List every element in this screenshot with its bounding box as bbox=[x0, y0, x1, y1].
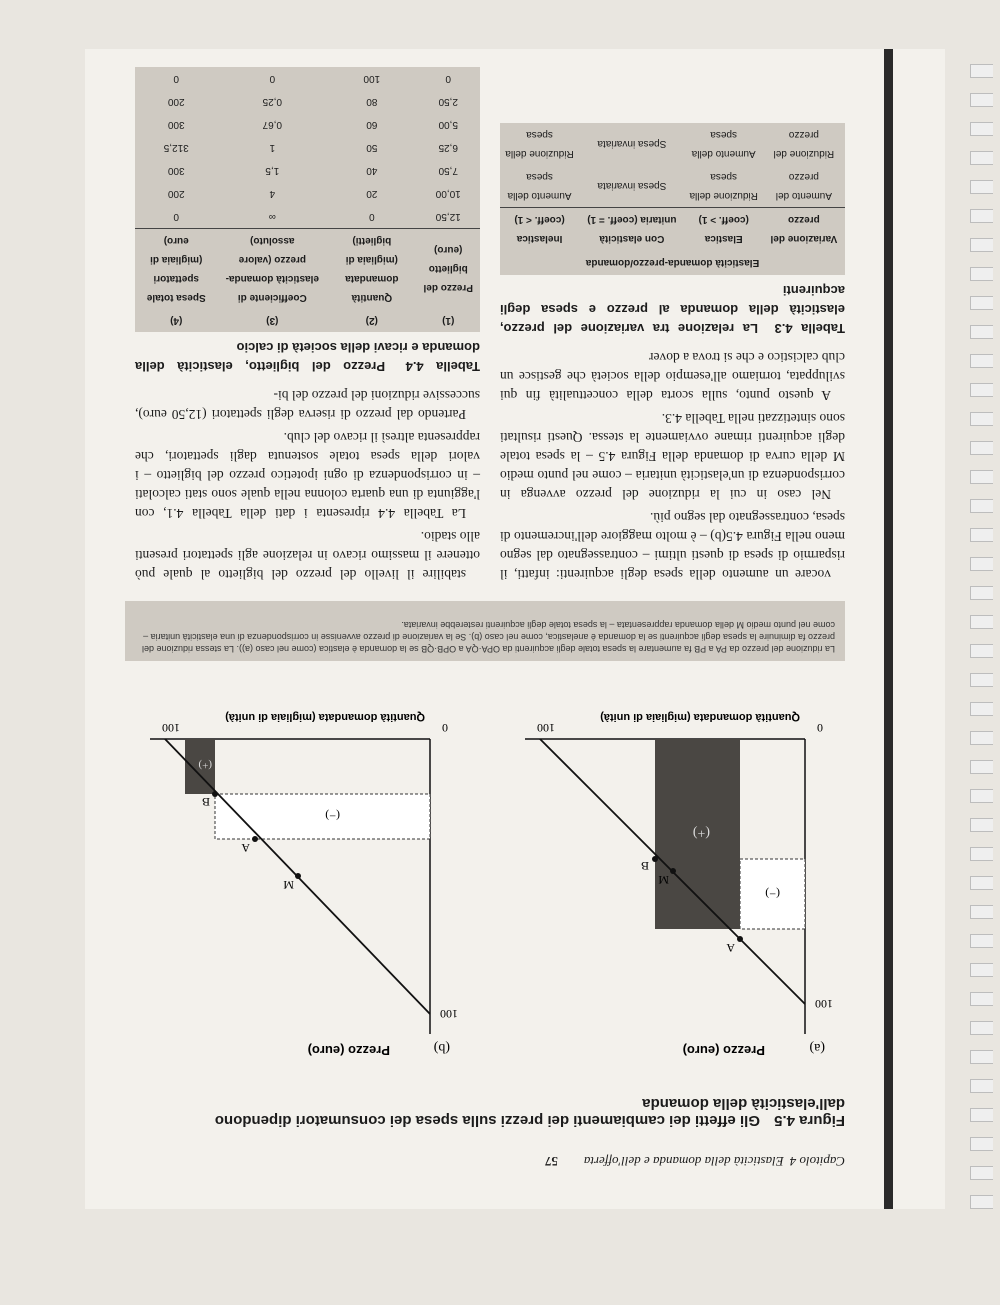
index-tab bbox=[970, 760, 993, 774]
index-tabs bbox=[967, 9, 993, 1209]
panel-a-y-axis: Prezzo (euro) bbox=[682, 1043, 765, 1058]
index-tab bbox=[970, 470, 993, 484]
panel-b-label: (b) bbox=[433, 1040, 450, 1055]
index-tab bbox=[970, 151, 993, 165]
table44-header: Coefficiente di elasticità domanda-prezzo (valore assoluto) bbox=[217, 229, 327, 310]
table43-cell: Riduzione della spesa bbox=[689, 171, 758, 201]
paragraph: A questo punto, sulla scorta della concettualità fin qui sviluppata, torniamo all'esempio della società che gestisce un club calcistico e che si trova a dover bbox=[500, 350, 845, 403]
index-tab bbox=[970, 238, 993, 252]
index-tab bbox=[970, 499, 993, 513]
index-tab bbox=[970, 209, 993, 223]
index-tab bbox=[970, 557, 993, 571]
index-tab bbox=[970, 789, 993, 803]
table44-cell: 300 bbox=[167, 119, 185, 130]
table44-body bbox=[135, 67, 480, 229]
header-title: Elasticità della domanda e dell'offerta bbox=[583, 1154, 784, 1169]
table44-col-number: (1) bbox=[442, 315, 455, 326]
panel-b-origin: 0 bbox=[442, 721, 448, 735]
panel-a-origin: 0 bbox=[817, 721, 823, 735]
table44-cell: 5,00 bbox=[438, 119, 458, 130]
index-tab bbox=[970, 1195, 993, 1209]
panel-b-point-m-label: M bbox=[283, 878, 294, 892]
index-tab bbox=[970, 296, 993, 310]
panel-a-x-axis: Quantità domandata (migliaia di unità) bbox=[600, 711, 800, 723]
table44 bbox=[135, 67, 480, 332]
panel-b-point-b-label: B bbox=[201, 795, 210, 809]
text-column-right bbox=[135, 67, 480, 584]
table44-title-text: Prezzo del biglietto, elasticità della domanda e ricavi della società di calcio bbox=[135, 340, 480, 374]
panel-b-plus: (+) bbox=[198, 759, 212, 771]
table44-col-number: (4) bbox=[170, 315, 183, 326]
table44-cell: 0,67 bbox=[262, 119, 283, 130]
index-tab bbox=[970, 963, 993, 977]
table-row bbox=[135, 90, 480, 113]
table44-header: Prezzo del biglietto (euro) bbox=[416, 229, 480, 310]
paragraph: Nel caso in cui la riduzione del prezzo avvenga in corrispondenza di un'elasticità unitaria – come nel punto medio M della curva di domanda della Figura 4.5 – la spesa totale degli acquirenti rimane ovviamente la stessa. Questi risultati sono sintetizzati nella Tabella 4.3. bbox=[500, 411, 845, 502]
panel-a-point-m bbox=[670, 868, 676, 874]
index-tab bbox=[970, 586, 993, 600]
table-row bbox=[135, 182, 480, 205]
table-row bbox=[135, 136, 480, 159]
table44-cell: 200 bbox=[167, 188, 185, 199]
table44-cell: 50 bbox=[366, 142, 378, 153]
table44-cell: 0 bbox=[173, 211, 180, 222]
table43-header: Variazione del prezzo bbox=[763, 208, 845, 251]
table44-cell: ∞ bbox=[268, 211, 276, 222]
table44-col-number: (2) bbox=[365, 315, 378, 326]
panel-b-point-m bbox=[295, 873, 301, 879]
table44-cell: 4 bbox=[269, 188, 276, 199]
index-tab bbox=[970, 847, 993, 861]
index-tab bbox=[970, 702, 993, 716]
index-tab bbox=[970, 1021, 993, 1035]
table43-header: Elastica (coeff. > 1) bbox=[685, 208, 763, 251]
table44-cell: 10,00 bbox=[435, 188, 461, 199]
book-page bbox=[85, 49, 945, 1209]
chart-panel-a bbox=[500, 674, 845, 1074]
panel-b-y-axis: Prezzo (euro) bbox=[307, 1043, 390, 1058]
index-tab bbox=[970, 64, 993, 78]
table-row bbox=[135, 205, 480, 229]
index-tab bbox=[970, 644, 993, 658]
panel-a-minus: (−) bbox=[765, 887, 780, 901]
panel-a-point-a-label: A bbox=[726, 941, 735, 955]
figure-title bbox=[125, 1095, 845, 1129]
panel-a-point-b bbox=[652, 856, 658, 862]
figure-label: Figura 4.5 bbox=[774, 1112, 845, 1129]
paragraph: stabilire il livello del prezzo del biglietto al quale può ottenere il massimo ricavo in relazione agli spettatori presenti allo stadio. bbox=[135, 529, 480, 582]
table43-label: Tabella 4.3 bbox=[774, 321, 845, 336]
index-tab bbox=[970, 876, 993, 890]
index-tab bbox=[970, 122, 993, 136]
table44-header: Spesa totale spettatori (migliaia di euro) bbox=[135, 229, 217, 310]
table43-cell: Riduzione della spesa bbox=[505, 129, 574, 159]
index-tab bbox=[970, 441, 993, 455]
chart-b-svg bbox=[125, 674, 470, 1074]
table44-cell: 0,25 bbox=[262, 96, 283, 107]
paragraph: La Tabella 4.4 ripresenta i dati della Tabella 4.1, con l'aggiunta di una quarta colonna nella quale sono stati calcolati – in corrispondenza di ogni ipotetico prezzo del biglietto – i valori della spesa totale sostenuta dagli spettatori, che rappresenta altresì il ricavo del club. bbox=[135, 430, 480, 521]
table43-title-text: La relazione tra variazione del prezzo, elasticità della domanda al prezzo e spesa degli acquirenti bbox=[500, 283, 845, 336]
index-tab bbox=[970, 615, 993, 629]
panel-b-x-axis: Quantità domandata (migliaia di unità) bbox=[225, 711, 425, 723]
index-tab bbox=[970, 905, 993, 919]
panel-b-x-max: 100 bbox=[162, 721, 180, 735]
chart-a-svg bbox=[500, 674, 845, 1074]
table43-header: Inelastica (coeff. < 1) bbox=[500, 208, 579, 251]
index-tab bbox=[970, 934, 993, 948]
table44-cell: 2,50 bbox=[438, 96, 458, 107]
table43 bbox=[500, 123, 845, 275]
index-tab bbox=[970, 528, 993, 542]
index-tab bbox=[970, 412, 993, 426]
index-tab bbox=[970, 267, 993, 281]
table43-banner: Elasticità domanda-prezzo/domanda bbox=[500, 250, 845, 275]
table43-cell: Aumento della spesa bbox=[691, 129, 756, 159]
text-column-left bbox=[500, 123, 845, 584]
index-tab bbox=[970, 818, 993, 832]
panel-b-point-b bbox=[212, 791, 218, 797]
table44-cell: 0 bbox=[269, 73, 276, 84]
table44-cell: 80 bbox=[366, 96, 378, 107]
index-tab bbox=[970, 992, 993, 1006]
panel-a-point-a bbox=[737, 936, 743, 942]
figure-title-text: Gli effetti dei cambiamenti dei prezzi sulla spesa dei consumatori dipendono dall'elasticità della domanda bbox=[214, 1095, 845, 1129]
table44-cell: 40 bbox=[366, 165, 378, 176]
chart-panel-b bbox=[125, 674, 470, 1074]
panel-b-point-a-label: A bbox=[241, 841, 250, 855]
panel-a-point-m-label: M bbox=[658, 873, 669, 887]
header-chapter: Capitolo 4 bbox=[789, 1154, 845, 1169]
panel-b-minus: (−) bbox=[325, 809, 340, 823]
panel-b-y-max: 100 bbox=[440, 1007, 458, 1021]
figure-caption: La riduzione del prezzo da PA a PB fa aumentare la spesa totale degli acquirenti da OPA·QA a OPB·QB se la domanda è elastica (come nel caso (a)). La stessa riduzione del prezzo fa diminuire la spesa degli acquirenti se la domanda è anelastica, come nel caso (b). Se la variazione di prezzo avvenisse in corrispondenza di una elasticità unitaria – come nel punto medio M della domanda rappresentata – la spesa totale degli acquirenti resterebbe invariata. bbox=[125, 601, 845, 661]
table-row bbox=[500, 123, 845, 165]
index-tab bbox=[970, 93, 993, 107]
figure-charts bbox=[125, 674, 845, 1074]
table43-cell: Aumento del prezzo bbox=[775, 171, 832, 201]
table44-cell: 60 bbox=[366, 119, 378, 130]
table43-cell: Spesa invariata bbox=[597, 180, 667, 192]
index-tab bbox=[970, 354, 993, 368]
panel-a-label: (a) bbox=[809, 1040, 825, 1055]
index-tab bbox=[970, 1050, 993, 1064]
table-row bbox=[135, 159, 480, 182]
index-tab bbox=[970, 1079, 993, 1093]
table-row bbox=[135, 67, 480, 90]
table-row bbox=[500, 165, 845, 208]
table43-cell: Spesa invariata bbox=[597, 138, 667, 150]
index-tab bbox=[970, 325, 993, 339]
table44-cell: 1 bbox=[269, 142, 276, 153]
index-tab bbox=[970, 1137, 993, 1151]
table44-cell: 312,5 bbox=[163, 142, 189, 153]
table44-cell: 12,50 bbox=[435, 211, 461, 222]
index-tab bbox=[970, 731, 993, 745]
panel-a-x-max: 100 bbox=[537, 721, 555, 735]
index-tab bbox=[970, 180, 993, 194]
panel-a-y-max: 100 bbox=[815, 997, 833, 1011]
table44-cell: 0 bbox=[173, 73, 180, 84]
table44-label: Tabella 4.4 bbox=[405, 359, 480, 374]
table43-title bbox=[500, 281, 845, 338]
table44-col-number: (3) bbox=[266, 315, 279, 326]
table-row bbox=[135, 113, 480, 136]
table44-cell: 1,5 bbox=[265, 165, 280, 176]
table43-header: Con elasticità unitaria (coeff. = 1) bbox=[579, 208, 685, 251]
table44-header: Quantità domandata (migliaia di biglietti) bbox=[327, 229, 416, 310]
index-tab bbox=[970, 1166, 993, 1180]
table43-cell: Aumento della spesa bbox=[507, 171, 572, 201]
paragraph: Partendo dal prezzo di riserva degli spettatori (12,50 euro), successive riduzioni del prezzo del bi- bbox=[135, 388, 480, 422]
paragraph: vocare un aumento della spesa degli acquirenti: infatti, il risparmio di spesa di questi ultimi – contrassegnato dal segno meno nella Figura 4.5(b) – è molto maggiore dell'incremento di spesa, contrassegnato dal segno più. bbox=[500, 510, 845, 582]
table43-cell: Riduzione del prezzo bbox=[773, 129, 835, 159]
running-header bbox=[145, 1153, 845, 1169]
page-number: 57 bbox=[544, 1154, 558, 1169]
panel-b-minus-region bbox=[215, 794, 430, 839]
table44-cell: 0 bbox=[369, 211, 375, 222]
binding-spine bbox=[884, 49, 893, 1209]
panel-a-plus: (+) bbox=[692, 825, 710, 840]
index-tab bbox=[970, 673, 993, 687]
table44-cell: 200 bbox=[167, 96, 185, 107]
table44-title bbox=[135, 338, 480, 376]
table44-cell: 6,25 bbox=[438, 142, 458, 153]
panel-b-point-a bbox=[252, 836, 258, 842]
table44-cell: 0 bbox=[445, 73, 452, 84]
table44-cell: 300 bbox=[167, 165, 185, 176]
index-tab bbox=[970, 1108, 993, 1122]
panel-a-point-b-label: B bbox=[640, 859, 649, 873]
index-tab bbox=[970, 383, 993, 397]
table44-cell: 100 bbox=[363, 73, 381, 84]
table44-cell: 20 bbox=[366, 188, 378, 199]
table44-cell: 7,50 bbox=[438, 165, 458, 176]
